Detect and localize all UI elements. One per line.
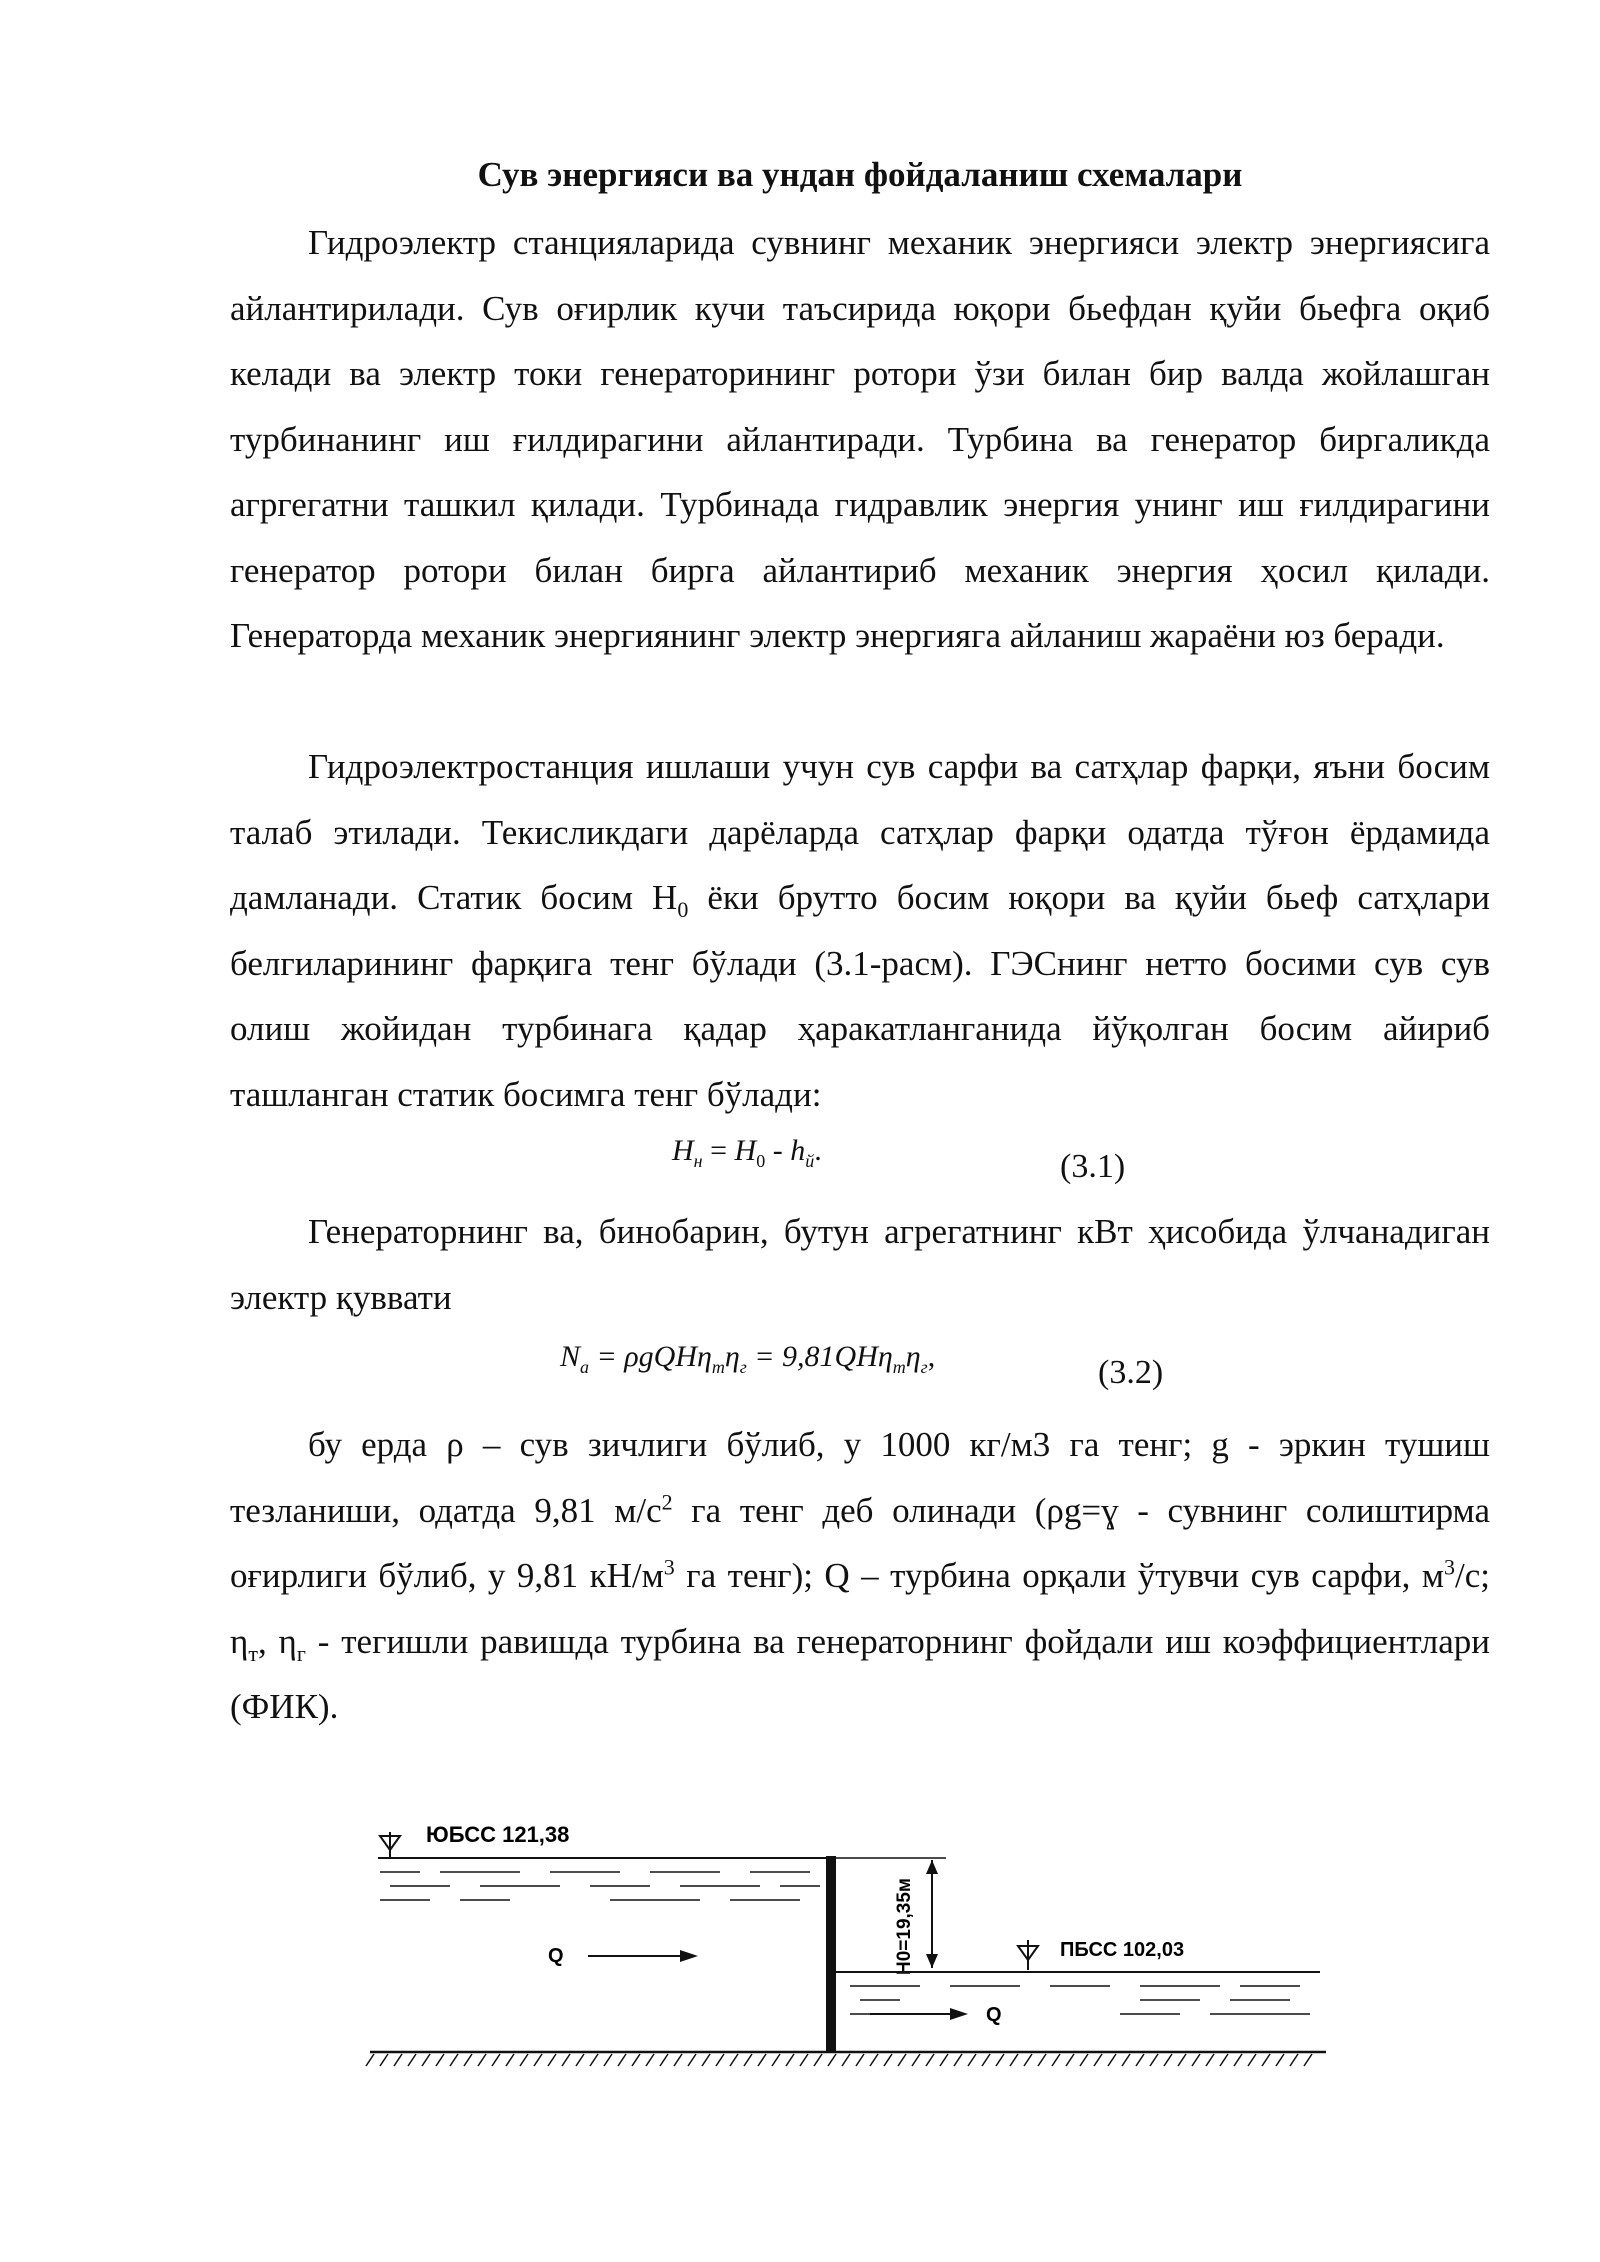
eq1-h-sub: й (805, 1151, 815, 1171)
eq2-eta-g2: η (905, 1340, 921, 1373)
upstream-water-hatching (380, 1872, 820, 1900)
eq1-H: H (672, 1134, 694, 1167)
eq1-h: h (790, 1134, 806, 1167)
p4-sub-t: т (248, 1640, 258, 1666)
upstream-flow-label: Q (548, 1945, 564, 1967)
dam-diagram (360, 1790, 1360, 2090)
paragraph-2 (230, 734, 1490, 1127)
equation-3-1 (672, 1134, 822, 1172)
p4-text-5: , η (257, 1621, 297, 1661)
eq2-N-sub: а (580, 1357, 590, 1377)
paragraph-1: Гидроэлектр станцияларида сувнинг механик энергияси электр энергиясига айлантирилади. Сув оғирлик кучи таъсирида юқори бьефдан қуйи бьефга оқиб келади ва электр токи генераторининг ротори ўзи билан бир валда жойлашган турбинанинг иш ғилдирагини айлантиради. Турбина ва генератор биргаликда агргегатни ташкил қилади. Турбинада гидравлик энергия унинг иш ғилдирагини генератор ротори билан бирга айлантириб механик энергия ҳосил қилади. Генераторда механик энергиянинг электр энергияга айланиш жараёни юз беради. (230, 223, 1490, 655)
p4-text-4: /с; η (230, 1556, 1490, 1661)
ground-hatching (366, 2054, 1312, 2066)
downstream-flow-arrow-icon (870, 2008, 968, 2020)
paragraph-4 (230, 1412, 1490, 1740)
head-label: H0=19,35м (894, 1878, 915, 1975)
equation-number-3-2: (3.2) (1098, 1354, 1164, 1391)
dam-wall (826, 1856, 836, 2052)
eq2-sub-t2: т (892, 1357, 906, 1377)
downstream-level-marker-icon (1018, 1940, 1038, 1970)
paragraph-3: Генераторнинг ва, бинобарин, бутун агрегатнинг кВт ҳисобида ўлчанадиган электр қуввати (230, 1212, 1490, 1317)
eq1-H0: H (734, 1134, 757, 1167)
paragraph-2-text-b: ёки брутто босим юқори ва қуйи бьеф сатҳлари белгиларининг фарқига тенг бўлади (3.1-расм). ГЭСнинг нетто босими сув сув олиш жойидан турбинага қадар ҳаракатланганида йўқолган босим айириб ташланган статик босимга тенг бўлади: (230, 878, 1491, 1114)
eq1-H-sub: н (693, 1151, 703, 1171)
eq2-rhs1: = ρgQHη (589, 1340, 712, 1373)
downstream-flow-label: Q (986, 2004, 1002, 2026)
downstream-water-hatching (850, 1986, 1310, 2014)
eq2-sub-g2: г (920, 1357, 928, 1377)
p4-text-6: - тегишли равишда турбина ва генераторнинг фойдали иш коэффициентлари (ФИК). (230, 1621, 1490, 1726)
subscript-0: 0 (677, 897, 689, 922)
eq2-sub-t1: т (711, 1357, 725, 1377)
equation-number-3-1: (3.1) (1060, 1148, 1126, 1185)
upstream-level-marker-icon (380, 1832, 400, 1858)
eq2-eta-g1: η (724, 1340, 740, 1373)
p4-sup-3a: 3 (663, 1554, 675, 1580)
upstream-flow-arrow-icon (588, 1950, 698, 1962)
eq1-minus: - (765, 1134, 791, 1167)
eq2-sub-g1: г (739, 1357, 747, 1377)
figure-dam-scheme (360, 1790, 1360, 2090)
upstream-level-label: ЮБСС 121,38 (426, 1822, 570, 1847)
paragraph-2-text-a: Гидроэлектростанция ишлаши учун сув сарфи ва сатҳлар фарқи, яъни босим талаб этилади. Текисликдаги дарёларда сатҳлар фарқи одатда тўғон ёрдамида дамланади. Статик босим Н (230, 747, 1490, 917)
eq2-N: N (560, 1340, 581, 1373)
eq2-rhs2: = 9,81QHη (746, 1340, 893, 1373)
equation-3-2 (560, 1340, 935, 1378)
head-dimension-arrow-icon (926, 1860, 938, 1968)
downstream-level-label: ПБСС 102,03 (1060, 1939, 1185, 1961)
p4-sup-3b: 3 (1444, 1554, 1456, 1580)
eq1-H0-sub: 0 (756, 1151, 766, 1171)
p4-sub-g: г (296, 1640, 306, 1666)
p4-sup-2: 2 (661, 1488, 673, 1514)
p4-text-3: га тенг); Q – турбина орқали ўтувчи сув сарфи, м (674, 1556, 1445, 1595)
eq2-comma: , (927, 1340, 936, 1373)
p4-text-2: га тенг деб олинади (ρg=ɣ - сувнинг солиштирма оғирлиги бўлиб, у 9,81 кН/м (230, 1490, 1490, 1595)
eq1-equals: = (702, 1134, 735, 1167)
eq1-period: . (814, 1134, 822, 1167)
page-title: Сув энергияси ва ундан фойдаланиш схемалари (477, 155, 1243, 194)
p4-text-1: бу ерда ρ – сув зичлиги бўлиб, у 1000 кг/м3 га тенг; g - эркин тушиш тезланиши, одатда 9,81 м/с (230, 1425, 1490, 1530)
